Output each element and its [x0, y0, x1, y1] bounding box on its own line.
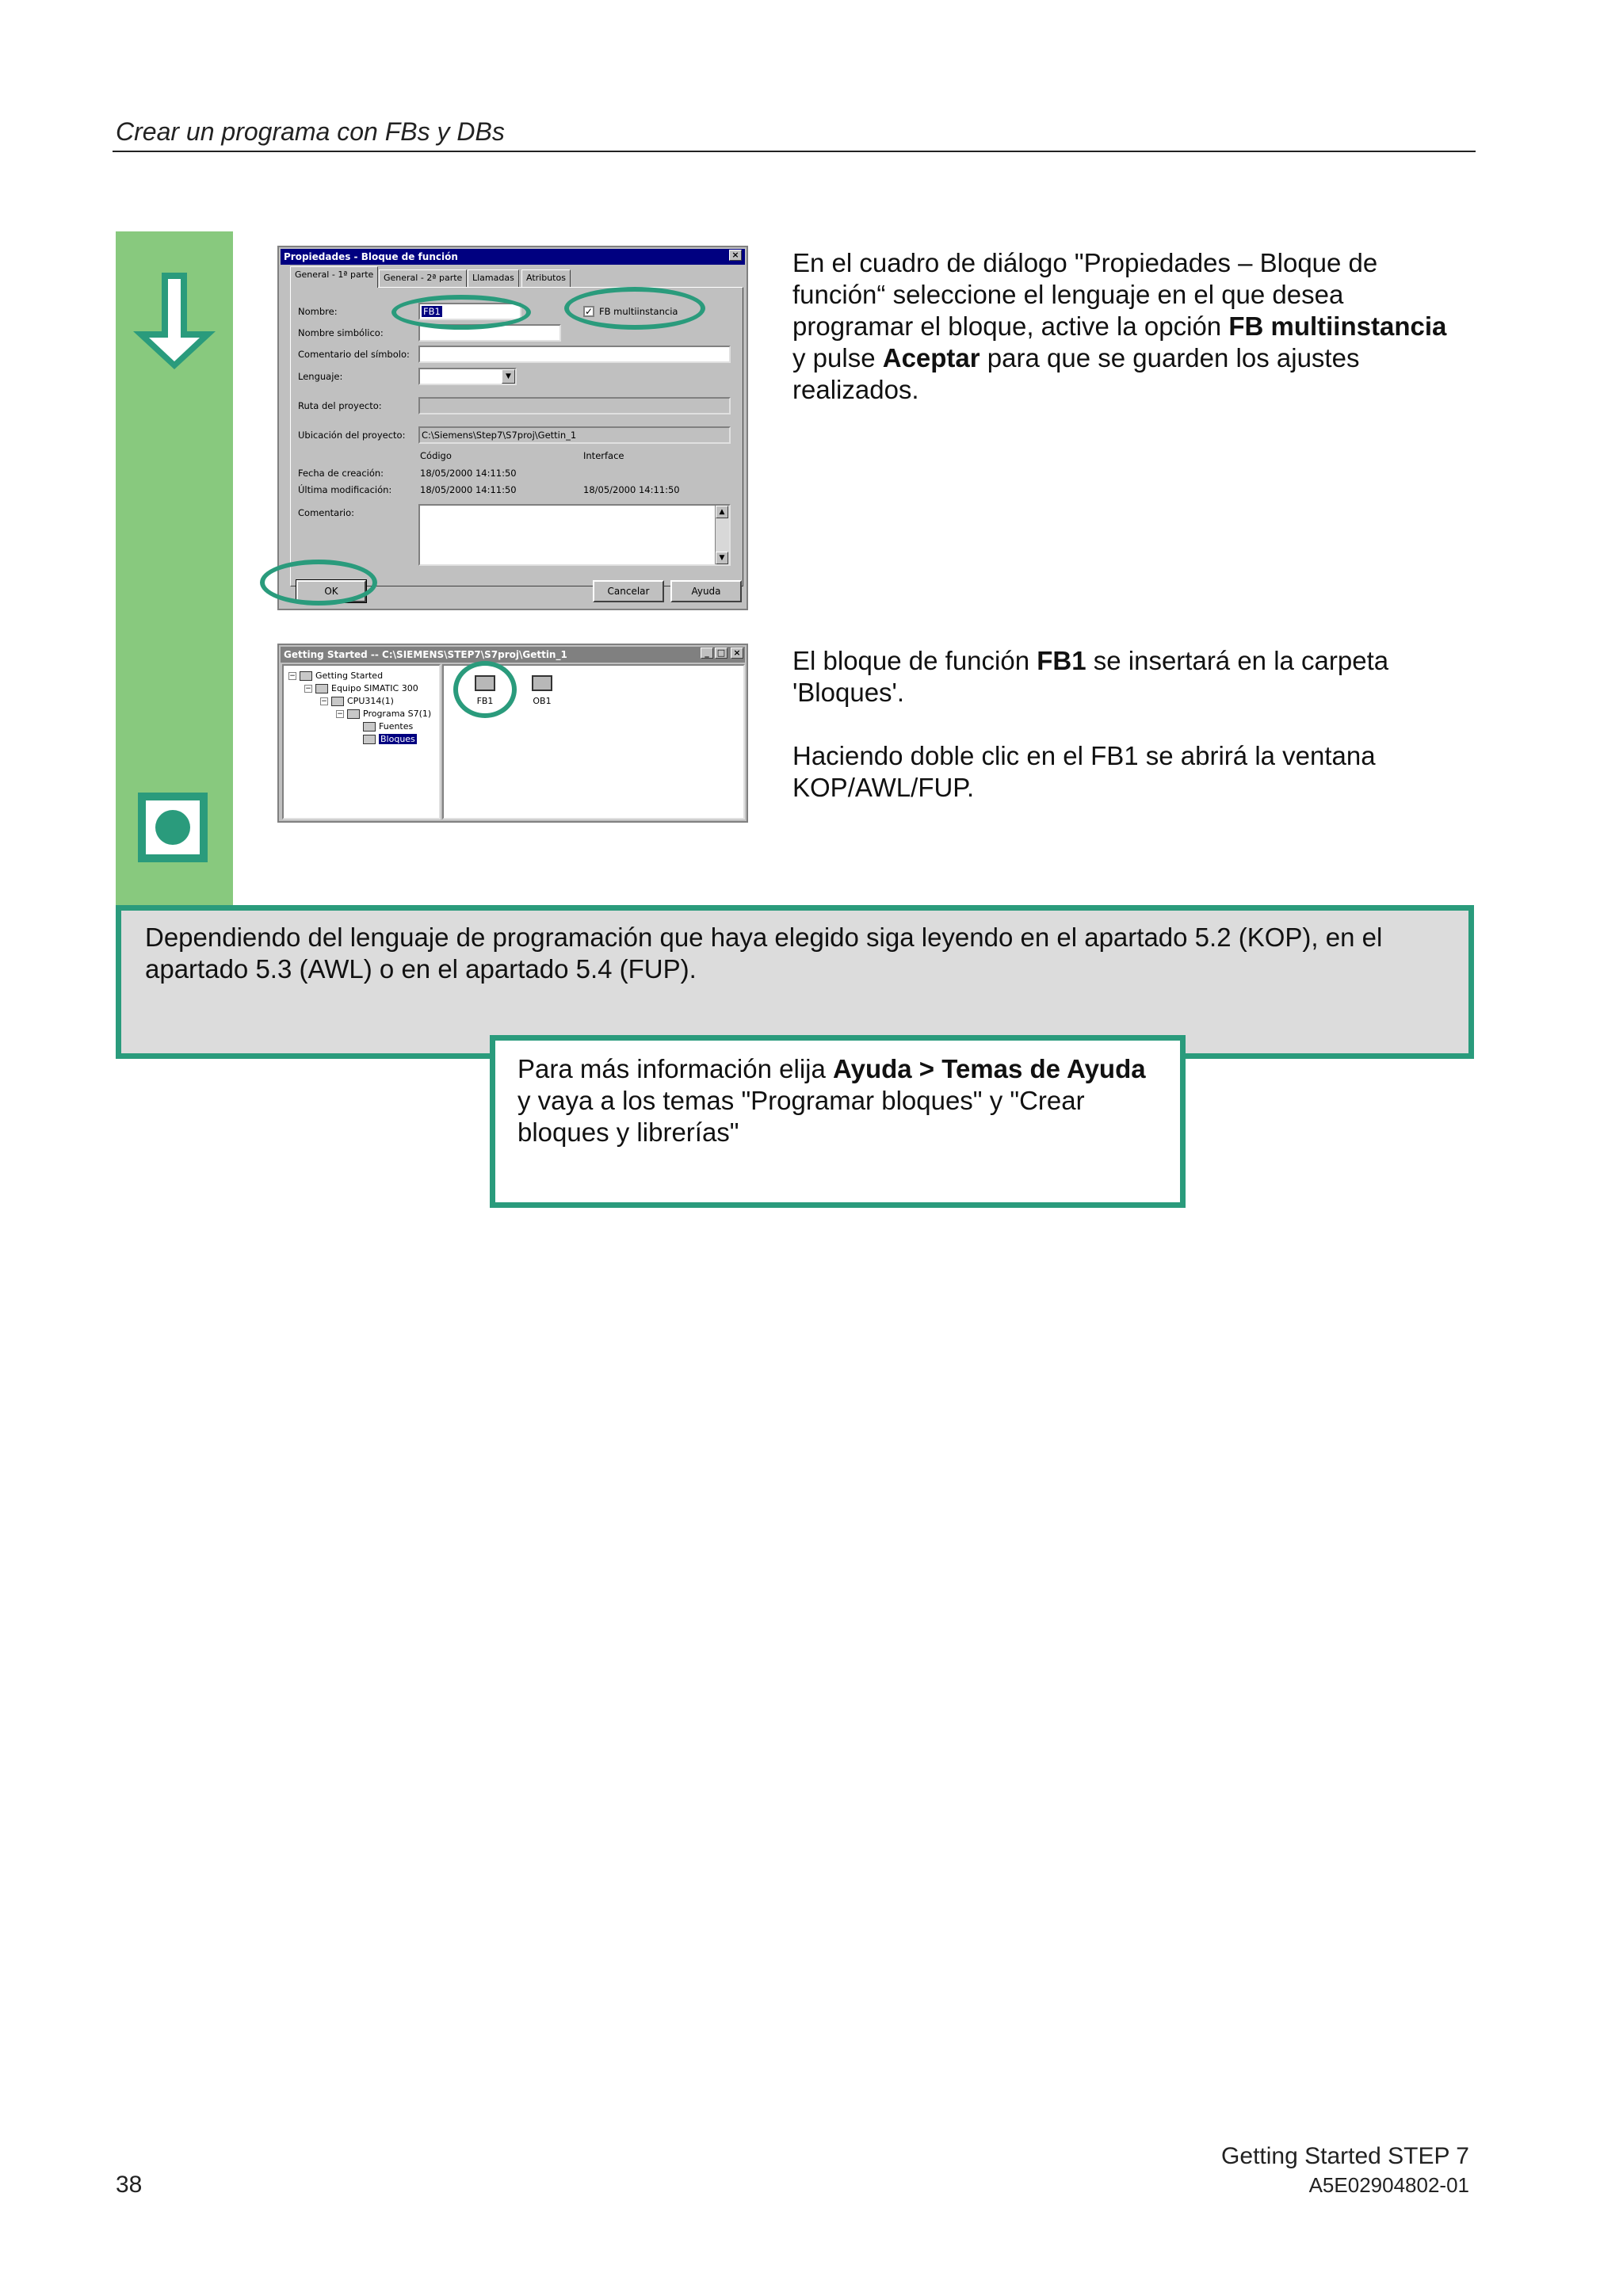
comentario-scrollbar[interactable]: [715, 506, 729, 564]
step2-text: [792, 645, 1466, 709]
col-interface: Interface: [583, 450, 624, 461]
tree-item-sources[interactable]: Fuentes: [363, 721, 413, 732]
ubicacion-field: C:\Siemens\Step7\S7proj\Gettin_1: [418, 426, 731, 444]
ultima-mod-codigo: 18/05/2000 14:11:50: [420, 484, 517, 495]
tree-item-project[interactable]: − Getting Started: [289, 670, 384, 681]
step2-part1: El bloque de función: [792, 646, 1037, 675]
ok-button[interactable]: OK: [296, 580, 366, 602]
station-icon: [315, 684, 328, 693]
tree-item-cpu[interactable]: − CPU314(1): [321, 696, 394, 706]
project-icon: [300, 671, 312, 681]
ruta-field: [418, 397, 731, 415]
tree-pane: [282, 664, 441, 819]
tab-general-1[interactable]: General - 1ª parte: [290, 266, 378, 288]
header-rule: [113, 151, 1476, 152]
notice-help-box: [490, 1035, 1186, 1208]
simatic-manager-window: [277, 644, 748, 823]
label-comentario-simbolo: Comentario del símbolo:: [298, 349, 410, 360]
block-fb1[interactable]: FB1: [461, 675, 509, 706]
chevron-down-icon[interactable]: ▼: [502, 369, 515, 384]
program-icon: [347, 709, 360, 719]
highlight-nombre: [391, 295, 531, 330]
highlight-ok: [260, 560, 377, 606]
highlight-fb1: [453, 661, 517, 718]
lenguaje-select[interactable]: [418, 368, 517, 385]
tree-item-program[interactable]: − Programa S7(1): [337, 709, 432, 719]
footer-doc-title: Getting Started STEP 7: [1221, 2143, 1469, 2169]
fecha-creacion-codigo: 18/05/2000 14:11:50: [420, 468, 517, 479]
col-codigo: Código: [420, 450, 452, 461]
folder-icon: [363, 722, 376, 732]
label-lenguaje: Lenguaje:: [298, 371, 343, 382]
minimize-icon[interactable]: _: [701, 648, 713, 659]
step1-part3: para que se guarden los ajustes realizados.: [792, 343, 1360, 404]
scroll-up-icon[interactable]: ▲: [716, 506, 728, 518]
nombre-value: FB1: [423, 306, 441, 317]
step2-part2: se insertará en la carpeta 'Bloques'.: [792, 646, 1389, 707]
label-nombre: Nombre:: [298, 306, 338, 317]
page-number: 38: [116, 2172, 143, 2198]
stop-square-icon: [138, 793, 208, 862]
cpu-icon: [331, 697, 344, 706]
dialog-title: Propiedades - Bloque de función: [281, 249, 745, 265]
label-comentario: Comentario:: [298, 507, 355, 518]
step2-text-2: Haciendo doble clic en el FB1 se abrirá la ventana KOP/AWL/FUP.: [792, 741, 1376, 802]
block-icon: [532, 675, 552, 691]
block-ob1[interactable]: OB1: [518, 675, 566, 706]
tab-atributos[interactable]: Atributos: [521, 269, 571, 287]
scroll-down-icon[interactable]: ▼: [716, 552, 728, 564]
label-fecha-creacion: Fecha de creación:: [298, 468, 384, 479]
comentario-textarea[interactable]: [418, 504, 731, 566]
folder-icon: [363, 735, 376, 744]
label-ultima-modificacion: Última modificación:: [298, 484, 392, 495]
tab-general-2[interactable]: General - 2ª parte: [379, 269, 467, 287]
step1-part2: y pulse: [792, 343, 883, 372]
notice-help-part1: Para más información elija: [517, 1054, 833, 1083]
help-button[interactable]: Ayuda: [670, 580, 742, 602]
label-ruta: Ruta del proyecto:: [298, 400, 382, 411]
maximize-icon[interactable]: □: [715, 648, 727, 659]
highlight-fb-multiinstancia: [564, 287, 705, 330]
step1-part1: En el cuadro de diálogo "Propiedades – Bloque de función“ seleccione el lenguaje en el que desea programar el bloque, active la opción: [792, 248, 1378, 341]
tab-llamadas[interactable]: Llamadas: [468, 269, 519, 287]
label-nombre-simbolico: Nombre simbólico:: [298, 327, 384, 338]
notice-help-bold: Ayuda > Temas de Ayuda: [833, 1054, 1146, 1083]
tree-item-station[interactable]: − Equipo SIMATIC 300: [305, 683, 418, 693]
step1-bold-aceptar: Aceptar: [882, 343, 980, 372]
checkbox-label: FB multiinstancia: [599, 306, 678, 317]
footer-doc-code: A5E02904802-01: [1308, 2173, 1469, 2197]
ultima-mod-interface: 18/05/2000 14:11:50: [583, 484, 680, 495]
notice-help-part2: y vaya a los temas "Programar bloques" y "Crear bloques y librerías": [517, 1086, 1085, 1147]
notice-language-text: Dependiendo del lenguaje de programación que haya elegido siga leyendo en el apartado 5.2 (KOP), en el apartado 5.3 (AWL) o en el apartado 5.4 (FUP).: [145, 923, 1383, 984]
page-header-title: Crear un programa con FBs y DBs: [116, 117, 505, 146]
step2-bold-fb1: FB1: [1037, 646, 1086, 675]
tree-item-blocks[interactable]: Bloques: [363, 734, 417, 744]
close-icon[interactable]: ×: [729, 250, 742, 261]
cancel-button[interactable]: Cancelar: [593, 580, 664, 602]
fb-multiinstancia-checkbox[interactable]: ✓: [585, 306, 594, 317]
step1-text: [792, 247, 1466, 406]
down-arrow-icon: [127, 269, 222, 374]
step1-bold-fb-multiinstancia: FB multiinstancia: [1228, 311, 1447, 341]
close-icon[interactable]: ×: [731, 648, 743, 659]
label-ubicacion: Ubicación del proyecto:: [298, 430, 406, 441]
comentario-simbolo-field[interactable]: [418, 346, 731, 363]
explorer-title: Getting Started -- C:\SIEMENS\STEP7\S7proj\Gettin_1: [281, 647, 745, 663]
